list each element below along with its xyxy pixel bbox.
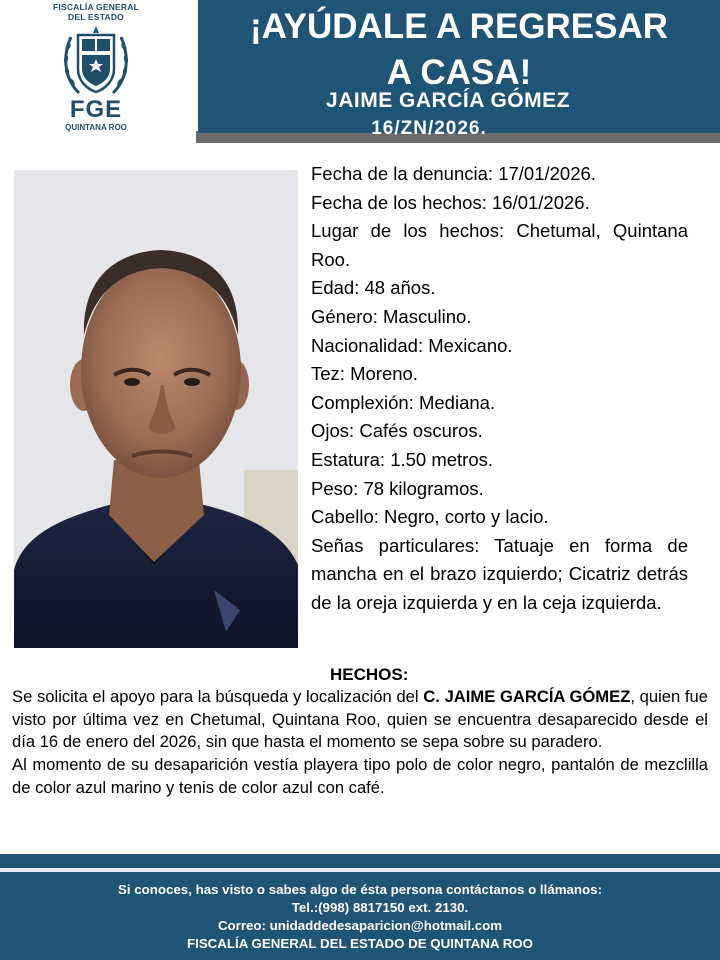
detail-fecha-hechos: Fecha de los hechos: 16/01/2026. (311, 191, 590, 213)
detail-complexion: Complexión: Mediana. (311, 391, 496, 413)
person-details-list (311, 160, 688, 618)
banner-title (198, 4, 720, 96)
hechos-heading: HECHOS: (330, 665, 409, 684)
logo-top-text-1: FISCALÍA GENERAL (53, 2, 139, 12)
logo-abbreviation: FGE (69, 96, 123, 123)
case-code: 16/ZN/2026. (371, 118, 487, 139)
detail-estatura: Estatura: 1.50 metros. (311, 448, 494, 470)
detail-tez: Tez: Moreno. (311, 363, 418, 385)
footer-phone: Tel.:(998) 8817150 ext. 2130. (291, 900, 469, 915)
detail-peso: Peso: 78 kilogramos. (311, 477, 484, 499)
detail-edad: Edad: 48 años. (311, 277, 436, 299)
hechos-person-name: C. JAIME GARCÍA GÓMEZ (423, 687, 631, 706)
footer-institution: FISCALÍA GENERAL DEL ESTADO DE QUINTANA ROO (187, 936, 533, 951)
logo-top-text-2: DEL ESTADO (68, 12, 124, 22)
state-seal-icon (61, 25, 131, 97)
detail-genero: Género: Masculino. (311, 305, 472, 327)
hechos-paragraph-1: Se solicita el apoyo para la búsqueda y localización del C. JAIME GARCÍA GÓMEZ, quien fue visto por última vez en Chetumal, Quintana Roo, quien se encuentra desaparecido desde el día 16 de enero del 2026, sin que hasta el momento se sepa sobre su paradero. (12, 687, 708, 752)
detail-cabello: Cabello: Negro, corto y lacio. (311, 506, 549, 528)
banner-title-line2: A CASA! (386, 53, 532, 92)
detail-fecha-denuncia: Fecha de la denuncia: 17/01/2026. (311, 163, 596, 184)
hechos-text (12, 686, 708, 800)
missing-person-photo (14, 170, 298, 648)
detail-ojos: Ojos: Cafés oscuros. (311, 420, 483, 442)
detail-nacionalidad: Nacionalidad: Mexicano. (311, 334, 513, 356)
footer-email: Correo: unidaddedesaparicion@hotmail.com (217, 918, 503, 933)
contact-footer (0, 872, 720, 960)
logo-bottom-text: QUINTANA ROO (65, 123, 127, 132)
hechos-paragraph-2: Al momento de su desaparición vestía playera tipo polo de color negro, pantalón de mezclilla de color azul marino y tenis de color azul con café. (12, 755, 708, 797)
missing-person-name: JAIME GARCÍA GÓMEZ (326, 89, 570, 112)
detail-lugar-hechos: Lugar de los hechos: Chetumal, Quintana Roo. (311, 220, 688, 270)
detail-senas-particulares: Señas particulares: Tatuaje en forma de mancha en el brazo izquierdo; Cicatriz detrás de la oreja izquierda y en la ceja izquierda. (311, 534, 688, 613)
fge-logo (40, 2, 152, 152)
banner-title-line1: ¡AYÚDALE A REGRESAR (249, 7, 669, 46)
footer-call-to-action: Si conoces, has visto o sabes algo de ésta persona contáctanos o llámanos: (117, 882, 602, 897)
